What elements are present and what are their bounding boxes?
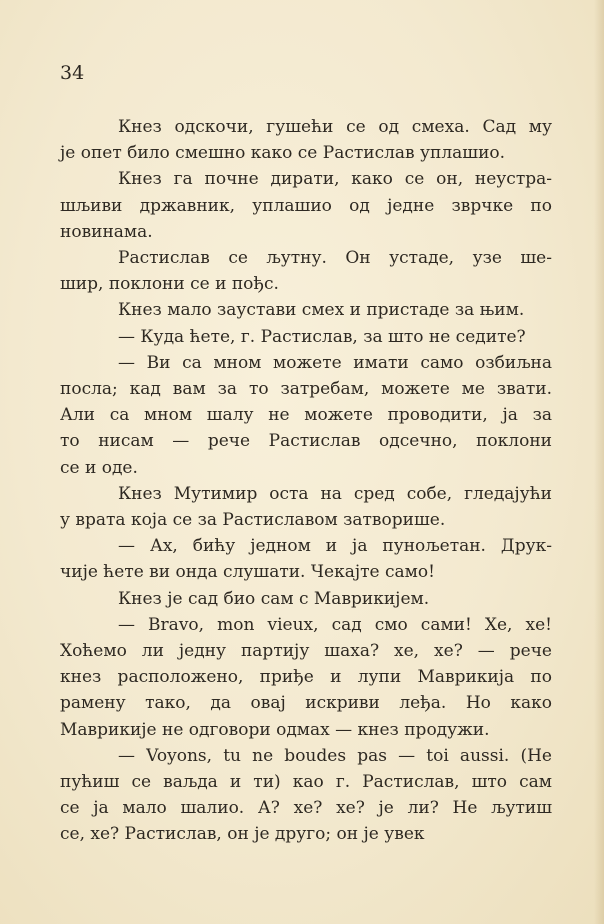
text-line: се и оде. (60, 457, 138, 478)
paragraph (60, 533, 552, 585)
text-line: Хоћемо ли једну партију шаха? хе, хе? — рече (60, 641, 552, 662)
text-line: Растислав се љутну. Он устаде, узе ше- (118, 248, 552, 269)
text-line: новинама. (60, 221, 153, 242)
text-line: Кнез је сад био сам с Маврикијем. (118, 588, 430, 609)
text-line: се ја мало шалио. А? хе? хе? је ли? Не љутиш (60, 798, 552, 819)
text-line: је опет било смешно како се Растислав уплашио. (60, 143, 506, 164)
paragraph (60, 743, 552, 848)
text-line: — Voyons, tu ne boudes pas — toi aussi. (Не (118, 745, 552, 766)
text-line: шир, поклони се и пођс. (60, 274, 279, 295)
paragraph (60, 166, 552, 245)
text-line: Маврикије не одговори одмах — кнез продужи. (60, 719, 490, 740)
paragraph (60, 350, 552, 481)
text-line: Кнез одскочи, гушећи се од смеха. Сад му (118, 117, 552, 137)
text-line: Кнез мало заустави смех и пристаде за њим. (118, 300, 525, 321)
text-line: чије ћете ви онда слушати. Чекајте само! (60, 562, 435, 583)
text-line: Али са мном шалу не можете проводити, ја за (60, 405, 552, 426)
text-line: — Ви са мном можете имати само озбиљна (118, 352, 552, 373)
paragraph (60, 612, 552, 743)
text-line: — Куда ћете, г. Растислав, за што не седите? (118, 326, 526, 347)
text-line: пућиш се ваљда и ти) као г. Растислав, што сам (60, 772, 552, 793)
text-line: Кнез га почне дирати, како се он, неустра- (118, 169, 552, 190)
paragraph (60, 114, 552, 166)
text-line: посла; кад вам за то затребам, можете ме звати. (60, 379, 552, 400)
text-line: — Bravo, mon vieux, сад смо сами! Хе, хе! (118, 614, 552, 635)
text-line: — Ах, бићу једном и ја пунољетан. Друк- (118, 536, 552, 557)
text-line: кнез расположено, приђе и лупи Маврикија по (60, 667, 552, 688)
paragraph (60, 324, 552, 350)
text-line: шљиви државник, уплашио од једне зврчке по (60, 195, 552, 216)
page-text (60, 114, 552, 848)
page-number: 34 (60, 62, 85, 84)
paragraph (60, 245, 552, 297)
text-line: се, хе? Растислав, он је друго; он је увек (60, 824, 425, 845)
text-line: Кнез Мутимир оста на сред собе, гледајући (118, 483, 552, 504)
text-line: у врата која се за Растиславом затворише. (60, 510, 446, 531)
paragraph (60, 297, 552, 323)
paragraph (60, 481, 552, 533)
text-line: рамену тако, да овај искриви леђа. Но како (60, 693, 552, 714)
paragraph (60, 586, 552, 612)
text-line: то нисам — рече Растислав одсечно, поклони (60, 431, 552, 452)
